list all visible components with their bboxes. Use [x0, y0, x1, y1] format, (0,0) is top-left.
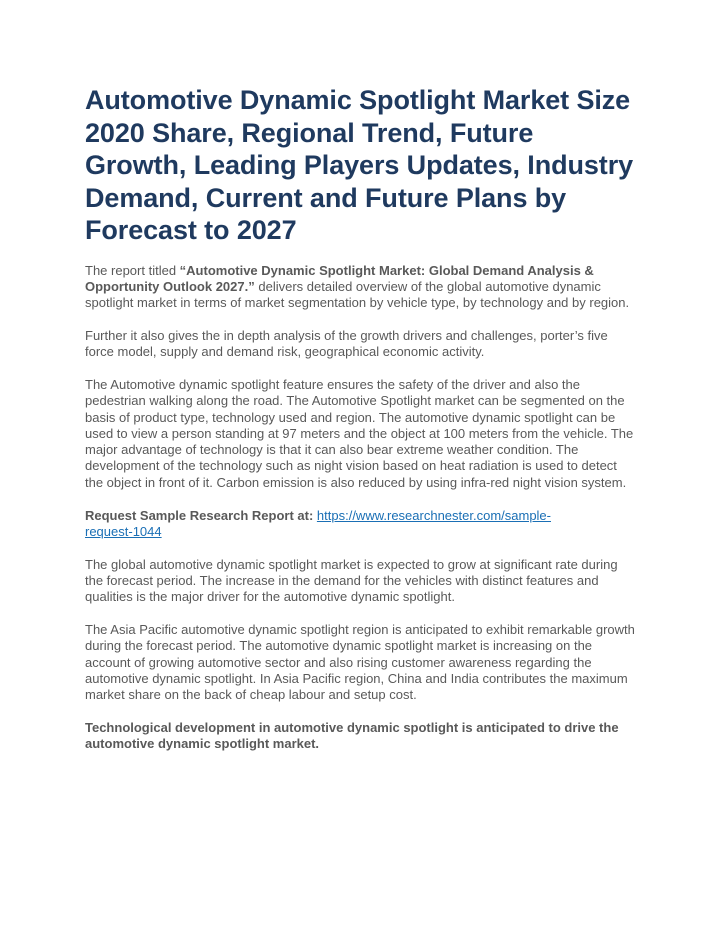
- growth-paragraph: The global automotive dynamic spotlight market is expected to grow at significant rate during the forecast period. The increase in the demand for the vehicles with distinct features and qualities is the major driver for the automotive dynamic spotlight.: [85, 556, 618, 605]
- intro-suffix: delivers detailed overview of the global automotive dynamic spotlight market in terms of market segmentation by vehicle type, by technology and by region.: [85, 278, 630, 311]
- request-link-line2: request-1044: [85, 523, 162, 539]
- report-title-bold: “Automotive Dynamic Spotlight Market: Global Demand Analysis & Opportunity Outlook 2027.”: [85, 262, 594, 294]
- asia-pacific-paragraph: The Asia Pacific automotive dynamic spotlight region is anticipated to exhibit remarkable growth during the forecast period. The automotive dynamic spotlight market is increasing on the account of growing automotive sector and also rising customer awareness regarding the automotive dynamic spotlight. In Asia Pacific region, China and India contributes the maximum market share on the back of cheap labour and setup cost.: [85, 622, 635, 703]
- technology-paragraph: Technological development in automotive dynamic spotlight is anticipated to drive the automotive dynamic spotlight market.: [85, 720, 619, 752]
- request-sample-paragraph: [85, 508, 637, 541]
- analysis-paragraph: Further it also gives the in depth analysis of the growth drivers and challenges, porter’s five force model, supply and demand risk, geographical economic activity.: [85, 327, 608, 360]
- intro-paragraph: [85, 263, 637, 312]
- request-sample-label: Request Sample Research Report at:: [85, 507, 317, 523]
- feature-paragraph: The Automotive dynamic spotlight feature ensures the safety of the driver and also the pedestrian walking along the road. The Automotive Spotlight market can be segmented on the basis of product type, technology used and region. The automotive dynamic spotlight can be used to view a person standing at 97 meters and the object at 100 meters from the vehicle. The major advantage of technology is that it can also bear extreme weather condition. The development of the technology such as night vision based on heat radiation is used to detect the object in front of it. Carbon emission is also reduced by using infra-red night vision system.: [85, 376, 634, 490]
- document-title: Automotive Dynamic Spotlight Market Size 2020 Share, Regional Trend, Future Growth, Leading Players Updates, Industry Demand, Current and Future Plans by Forecast to 2027: [85, 85, 634, 245]
- intro-prefix: The report titled: [85, 262, 180, 278]
- request-link-line1: https://www.researchnester.com/sample-: [316, 507, 551, 523]
- document-page: [85, 84, 637, 769]
